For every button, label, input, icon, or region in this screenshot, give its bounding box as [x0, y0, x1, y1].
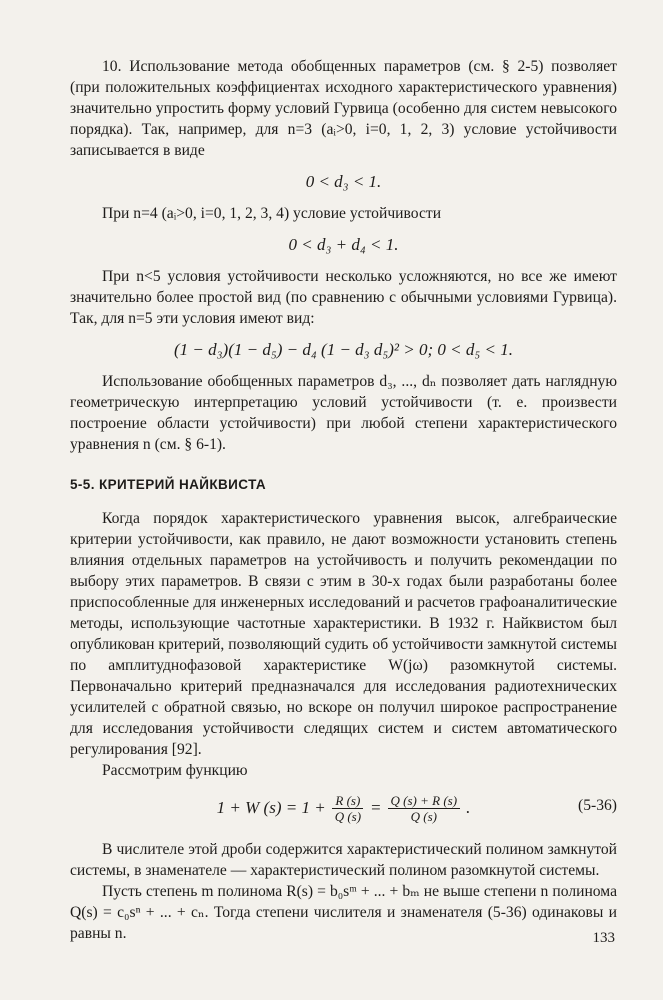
paragraph-numerator-denominator: В числителе этой дроби содержится характеристический полином замкнутой системы, в знаменателе — характеристический полином разомкнутой системы. [70, 841, 617, 879]
fraction-numerator: Q (s) + R (s) [388, 793, 461, 809]
fraction-denominator: Q (s) [334, 808, 362, 824]
paragraph-nyquist-history: Когда порядок характеристического уравнения высок, алгебраические критерии устойчивости, как правило, не дают возможности установить степень влияния отдельных параметров на устойчивость и получить рекомендации по выбору этих параметров. В связи с этим в 30-х годах были разработаны более приспособленные для инженерных исследований и расчетов графоаналитические методы, использующие частотные характеристики. В 1932 г. Найквистом был опубликован критерий, позволяющий судить об устойчивости замкнутой системы по амплитуднофазовой характеристике W(jω) разомкнутой системы. Первоначально критерий предназначался для исследования радиотехнических усилителей с обратной связью, но вскоре он получил широкое распространение для исследования устойчивости следящих систем и систем автоматического регулирования [92]. [70, 510, 617, 758]
fraction-q-plus-r-over-q [388, 793, 461, 824]
equation-lhs: 1 + W (s) = 1 + [216, 798, 326, 817]
fraction-r-over-q [332, 793, 364, 824]
formula-n5-condition: (1 − d₃)(1 − d₅) − d₄ (1 − d₃ d₅)² > 0; 0 < d₅ < 1. [174, 340, 513, 359]
equation-period: . [466, 798, 471, 817]
equation-number: (5-36) [578, 797, 617, 814]
formula-n3-condition: 0 < d₃ < 1. [305, 172, 382, 191]
paragraph-polynomial-degrees: Пусть степень m полинома R(s) = b₀sᵐ + ... + bₘ не выше степени n полинома Q(s) = c₀sⁿ + ... + cₙ. Тогда степени числителя и знаменателя (5-36) одинаковы и равны n. [70, 883, 617, 942]
fraction-denominator: Q (s) [410, 808, 437, 824]
paragraph-n4-intro: При n=4 (aᵢ>0, i=0, 1, 2, 3, 4) условие устойчивости [102, 205, 442, 222]
section-heading: 5-5. КРИТЕРИЙ НАЙКВИСТА [70, 477, 267, 492]
paragraph-hurwitz-simplification: 10. Использование метода обобщенных параметров (см. § 2-5) позволяет (при положительных коэффициентах исходного характеристического уравнения) значительно упростить форму условий Гурвица (особенно для систем невысокого порядка). Так, например, для n=3 (aᵢ>0, i=0, 1, 2, 3) условие устойчивости записывается в виде [70, 58, 617, 159]
paragraph-generalized-parameters: Использование обобщенных параметров d₃, ..., dₙ позволяет дать наглядную геометрическую интерпретацию условий устойчивости (т. е. произвести построение области устойчивости) при любой степени характеристического уравнения n (см. § 6-1). [70, 373, 617, 453]
paragraph-n5-intro: При n<5 условия устойчивости несколько усложняются, но все же имеют значительно более простой вид (по сравнению с обычными условиями Гурвица). Так, для n=5 эти условия имеют вид: [70, 268, 617, 327]
formula-n4-condition: 0 < d₃ + d₄ < 1. [288, 235, 399, 254]
fraction-numerator: R (s) [332, 793, 363, 809]
equation-5-36 [70, 785, 617, 831]
equation-equals: = [370, 798, 382, 817]
paragraph-consider-function: Рассмотрим функцию [102, 762, 248, 779]
page-number: 133 [592, 930, 615, 946]
